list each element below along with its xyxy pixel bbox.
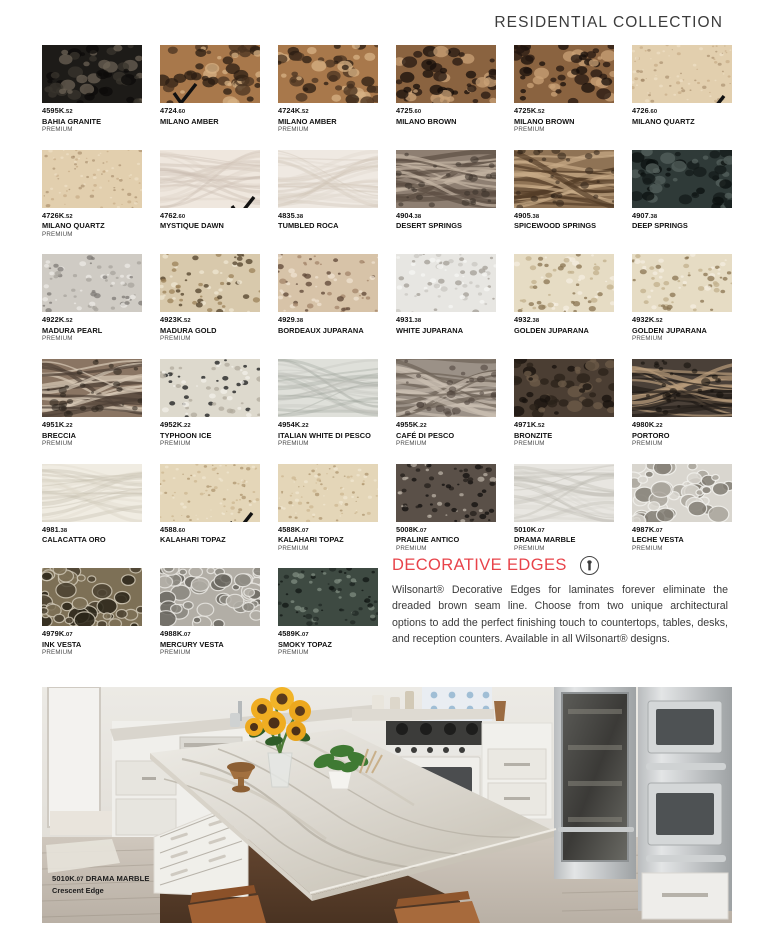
decorative-edges-body: Wilsonart® Decorative Edges for laminates forever eliminate the dreaded brown seam line. Choose from two unique architectural options to add the perfect finishing touch to countertops, tables, desks, and reception counters. Available in all Wilsonart® designs. <box>392 584 728 645</box>
swatch-card[interactable] <box>278 359 378 448</box>
swatch-meta <box>160 208 260 231</box>
swatch-card[interactable] <box>514 359 614 448</box>
swatch-name: MILANO QUARTZ <box>42 221 105 231</box>
swatch-code: 4595K.52 <box>42 106 73 115</box>
swatch-code: 4971K.52 <box>514 419 545 429</box>
swatch-meta <box>42 208 142 239</box>
page-title: RESIDENTIAL COLLECTION <box>494 14 723 31</box>
swatch-name: SPICEWOOD SPRINGS <box>514 221 597 231</box>
swatch-card[interactable] <box>278 45 378 134</box>
swatch-meta <box>632 312 732 343</box>
swatch-premium-badge: PREMIUM <box>514 125 545 133</box>
swatch-name: DRAMA MARBLE <box>514 535 576 545</box>
swatch-thumbnail[interactable] <box>632 45 732 103</box>
swatch-meta <box>160 626 260 657</box>
swatch-card[interactable] <box>396 254 496 343</box>
decorative-edges-header <box>392 556 728 575</box>
swatch-name: GOLDEN JUPARANA <box>632 325 707 335</box>
swatch-name: DEEP SPRINGS <box>632 221 688 231</box>
swatch-card[interactable] <box>514 150 614 239</box>
swatch-card[interactable] <box>396 150 496 239</box>
swatch-code: 4588K.07 <box>278 524 309 534</box>
swatch-meta <box>160 103 260 126</box>
swatch-name: ITALIAN WHITE DI PESCO <box>278 430 371 440</box>
swatch-name: TUMBLED ROCA <box>278 221 339 231</box>
swatch-card[interactable] <box>160 568 260 657</box>
swatch-name: MILANO QUARTZ <box>632 116 695 126</box>
swatch-thumbnail[interactable] <box>514 254 614 312</box>
swatch-card[interactable] <box>514 45 614 134</box>
swatch-thumbnail[interactable] <box>632 254 732 312</box>
swatch-name: MILANO AMBER <box>160 116 219 126</box>
swatch-code: 4932K.52 <box>632 315 663 325</box>
swatch-thumbnail[interactable] <box>396 150 496 208</box>
swatch-card[interactable] <box>632 45 732 134</box>
swatch-premium-badge: PREMIUM <box>160 649 191 657</box>
swatch-code: 4954K.22 <box>278 419 309 429</box>
swatch-meta <box>396 417 496 448</box>
swatch-thumbnail[interactable] <box>396 254 496 312</box>
swatch-card[interactable] <box>632 254 732 343</box>
swatch-meta <box>514 312 614 335</box>
swatch-thumbnail[interactable] <box>278 359 378 417</box>
swatch-card[interactable] <box>160 359 260 448</box>
swatch-thumbnail[interactable] <box>396 464 496 522</box>
swatch-meta <box>396 312 496 335</box>
swatch-code: 4905.38 <box>514 210 540 220</box>
swatch-name: MYSTIQUE DAWN <box>160 221 224 231</box>
swatch-code: 4907.38 <box>632 210 658 220</box>
swatch-premium-badge: PREMIUM <box>514 544 545 552</box>
swatch-code: 4987K.07 <box>632 524 663 534</box>
swatch-card[interactable] <box>278 150 378 239</box>
swatch-name: BAHIA GRANITE <box>42 116 102 126</box>
swatch-code: 4762.60 <box>160 210 186 220</box>
swatch-thumbnail[interactable] <box>514 150 614 208</box>
swatch-thumbnail[interactable] <box>42 150 142 208</box>
swatch-thumbnail[interactable] <box>42 568 142 626</box>
swatch-meta <box>42 626 142 657</box>
swatch-meta <box>42 417 142 448</box>
swatch-premium-badge: PREMIUM <box>42 649 73 657</box>
swatch-thumbnail[interactable] <box>160 568 260 626</box>
swatch-thumbnail[interactable] <box>42 45 142 103</box>
decorative-edges-title: DECORATIVE EDGES <box>392 556 567 574</box>
swatch-premium-badge: PREMIUM <box>396 544 427 552</box>
swatch-thumbnail[interactable] <box>514 45 614 103</box>
swatch-premium-badge: PREMIUM <box>160 335 191 343</box>
swatch-code: 5008K.07 <box>396 524 427 534</box>
swatch-meta <box>278 626 378 657</box>
swatch-code: 4724K.52 <box>278 106 309 115</box>
edge-profile-icon <box>580 556 599 575</box>
swatch-name: BORDEAUX JUPARANA <box>278 325 364 335</box>
swatch-card[interactable] <box>42 150 142 239</box>
swatch-code: 4951K.22 <box>42 419 73 429</box>
swatch-card[interactable] <box>42 45 142 134</box>
swatch-premium-badge: PREMIUM <box>278 649 309 657</box>
swatch-code: 5010K.07 <box>514 524 545 534</box>
swatch-card[interactable] <box>278 568 378 657</box>
swatch-meta <box>514 208 614 231</box>
swatch-code: 4923K.52 <box>160 315 191 325</box>
swatch-name: MILANO BROWN <box>396 116 457 126</box>
swatch-premium-badge: PREMIUM <box>514 439 545 447</box>
swatch-card[interactable] <box>396 359 496 448</box>
swatch-name: CAFÉ DI PESCO <box>396 430 455 440</box>
swatch-thumbnail[interactable] <box>632 464 732 522</box>
swatch-card[interactable] <box>632 150 732 239</box>
swatch-premium-badge: PREMIUM <box>42 230 73 238</box>
swatch-code: 4988K.07 <box>160 629 191 639</box>
swatch-name: WHITE JUPARANA <box>396 325 464 335</box>
swatch-thumbnail[interactable] <box>514 464 614 522</box>
swatch-card[interactable] <box>160 254 260 343</box>
swatch-thumbnail[interactable] <box>514 359 614 417</box>
swatch-code: 4922K.52 <box>42 315 73 325</box>
swatch-meta <box>278 522 378 553</box>
swatch-meta <box>514 103 614 134</box>
swatch-meta <box>160 312 260 343</box>
swatch-meta <box>278 208 378 231</box>
swatch-card[interactable] <box>42 254 142 343</box>
swatch-name: KALAHARI TOPAZ <box>278 535 344 545</box>
swatch-code: 4726.60 <box>632 106 658 115</box>
swatch-thumbnail[interactable] <box>278 254 378 312</box>
hero-caption-edge: Crescent Edge <box>52 885 104 895</box>
swatch-name: GOLDEN JUPARANA <box>514 325 589 335</box>
swatch-card[interactable] <box>396 45 496 134</box>
swatch-meta <box>396 208 496 231</box>
swatch-thumbnail[interactable] <box>160 45 260 103</box>
swatch-code: 4589K.07 <box>278 629 309 639</box>
swatch-premium-badge: PREMIUM <box>42 335 73 343</box>
swatch-card[interactable] <box>514 464 614 553</box>
swatch-thumbnail[interactable] <box>160 464 260 522</box>
swatch-premium-badge: PREMIUM <box>396 439 427 447</box>
swatch-card[interactable] <box>42 359 142 448</box>
swatch-name: BRONZITE <box>514 430 553 440</box>
swatch-meta <box>514 522 614 553</box>
swatch-thumbnail[interactable] <box>632 359 732 417</box>
swatch-name: MILANO AMBER <box>278 116 337 126</box>
swatch-card[interactable] <box>42 568 142 657</box>
swatch-meta <box>160 417 260 448</box>
swatch-premium-badge: PREMIUM <box>632 439 663 447</box>
swatch-meta <box>42 103 142 134</box>
swatch-premium-badge: PREMIUM <box>42 125 73 133</box>
swatch-thumbnail[interactable] <box>42 359 142 417</box>
swatch-card[interactable] <box>160 45 260 134</box>
swatch-code: 4724.60 <box>160 106 186 115</box>
swatch-meta <box>632 522 732 553</box>
swatch-thumbnail[interactable] <box>42 464 142 522</box>
swatch-thumbnail[interactable] <box>278 568 378 626</box>
swatch-code: 4725K.52 <box>514 106 545 115</box>
swatch-meta <box>632 103 732 126</box>
swatch-code: 4931.38 <box>396 315 422 325</box>
swatch-meta <box>278 103 378 134</box>
swatch-code: 4588.60 <box>160 524 186 534</box>
hero-caption <box>52 874 150 895</box>
swatch-name: LECHE VESTA <box>632 535 684 545</box>
swatch-meta <box>42 312 142 343</box>
swatch-thumbnail[interactable] <box>396 45 496 103</box>
swatch-name: MERCURY VESTA <box>160 639 224 649</box>
swatch-thumbnail[interactable] <box>278 45 378 103</box>
swatch-meta <box>160 522 260 545</box>
swatch-name: CALACATTA ORO <box>42 535 106 545</box>
swatch-card[interactable] <box>632 464 732 553</box>
swatch-code: 4981.38 <box>42 524 68 534</box>
swatch-code: 4955K.22 <box>396 419 427 429</box>
swatch-card[interactable] <box>160 150 260 239</box>
swatch-meta <box>396 103 496 126</box>
swatch-name: KALAHARI TOPAZ <box>160 535 226 545</box>
swatch-thumbnail[interactable] <box>160 150 260 208</box>
swatch-code: 4929.38 <box>278 315 304 325</box>
swatch-meta <box>278 417 378 448</box>
swatch-thumbnail[interactable] <box>278 464 378 522</box>
swatch-code: 4726K.52 <box>42 210 73 220</box>
swatch-premium-badge: PREMIUM <box>42 439 73 447</box>
swatch-code: 4725.60 <box>396 106 422 115</box>
swatch-thumbnail[interactable] <box>396 359 496 417</box>
swatch-card[interactable] <box>278 254 378 343</box>
swatch-card[interactable] <box>396 464 496 553</box>
swatch-thumbnail[interactable] <box>42 254 142 312</box>
swatch-code: 4952K.22 <box>160 419 191 429</box>
swatch-thumbnail[interactable] <box>160 359 260 417</box>
swatch-code: 4932.38 <box>514 315 540 325</box>
swatch-name: PORTORO <box>632 430 670 440</box>
hero-caption-code: 5010K.07 DRAMA MARBLE <box>52 874 150 883</box>
swatch-name: DESERT SPRINGS <box>396 221 462 231</box>
swatch-name: MILANO BROWN <box>514 116 575 126</box>
swatch-thumbnail[interactable] <box>278 150 378 208</box>
swatch-name: PRALINE ANTICO <box>396 535 460 545</box>
swatch-meta <box>632 208 732 231</box>
swatch-meta <box>514 417 614 448</box>
swatch-card[interactable] <box>278 464 378 553</box>
swatch-name: BRECCIA <box>42 430 77 440</box>
swatch-premium-badge: PREMIUM <box>632 335 663 343</box>
swatch-name: MADURA GOLD <box>160 325 217 335</box>
swatch-premium-badge: PREMIUM <box>160 439 191 447</box>
swatch-meta <box>632 417 732 448</box>
swatch-premium-badge: PREMIUM <box>278 439 309 447</box>
swatch-name: MADURA PEARL <box>42 325 103 335</box>
swatch-code: 4980K.22 <box>632 419 663 429</box>
swatch-premium-badge: PREMIUM <box>278 544 309 552</box>
swatch-card[interactable] <box>514 254 614 343</box>
swatch-meta <box>278 312 378 335</box>
swatch-code: 4979K.07 <box>42 629 73 639</box>
swatch-meta <box>42 522 142 545</box>
swatch-card[interactable] <box>42 464 142 553</box>
swatch-card[interactable] <box>632 359 732 448</box>
swatch-card[interactable] <box>160 464 260 553</box>
swatch-thumbnail[interactable] <box>632 150 732 208</box>
swatch-premium-badge: PREMIUM <box>278 125 309 133</box>
swatch-code: 4904.38 <box>396 210 422 220</box>
swatch-premium-badge: PREMIUM <box>632 544 663 552</box>
swatch-name: TYPHOON ICE <box>160 430 212 440</box>
swatch-name: INK VESTA <box>42 639 82 649</box>
decorative-edges-section <box>392 556 728 647</box>
swatch-thumbnail[interactable] <box>160 254 260 312</box>
swatch-code: 4835.38 <box>278 210 304 220</box>
swatch-meta <box>396 522 496 553</box>
swatch-name: SMOKY TOPAZ <box>278 639 332 649</box>
